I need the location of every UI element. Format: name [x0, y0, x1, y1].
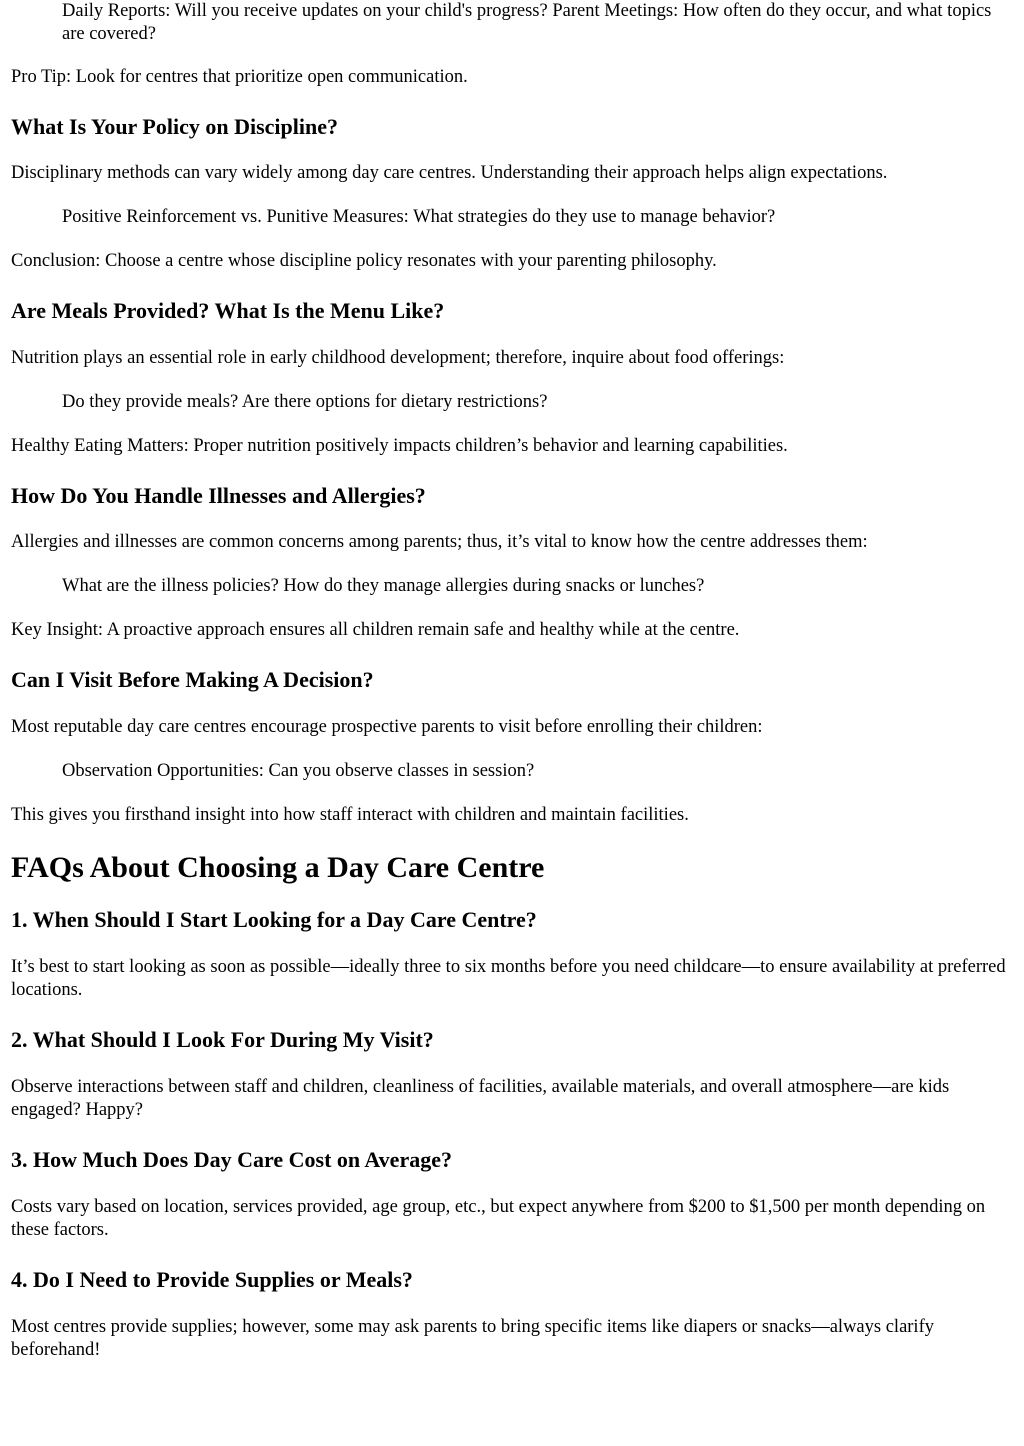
list-item-illness: What are the illness policies? How do they manage allergies during snacks or lunches?: [62, 576, 705, 596]
illness-body: Allergies and illnesses are common concerns among parents; thus, it’s vital to know how the centre addresses them:: [11, 532, 868, 552]
pro-tip: Pro Tip: Look for centres that prioritize open communication.: [11, 67, 468, 87]
heading-meals: Are Meals Provided? What Is the Menu Like?: [11, 298, 445, 323]
faq-question: 1. When Should I Start Looking for a Day Care Centre?: [11, 907, 537, 932]
visit-note: This gives you firsthand insight into how staff interact with children and maintain facilities.: [11, 805, 689, 825]
faq-answer: Most centres provide supplies; however, some may ask parents to bring specific items like diapers or snacks—always clarify beforehand!: [11, 1317, 934, 1360]
heading-illness: How Do You Handle Illnesses and Allergies?: [11, 483, 426, 508]
discipline-conclusion: Conclusion: Choose a centre whose discipline policy resonates with your parenting philosophy.: [11, 251, 717, 271]
faq-question: 2. What Should I Look For During My Visit?: [11, 1027, 434, 1052]
meals-body: Nutrition plays an essential role in early childhood development; therefore, inquire about food offerings:: [11, 348, 785, 368]
discipline-body: Disciplinary methods can vary widely among day care centres. Understanding their approach helps align expectations.: [11, 163, 888, 183]
meals-note: Healthy Eating Matters: Proper nutrition positively impacts children’s behavior and learning capabilities.: [11, 436, 788, 456]
heading-visit: Can I Visit Before Making A Decision?: [11, 667, 374, 692]
list-item-meals: Do they provide meals? Are there options for dietary restrictions?: [62, 392, 548, 412]
list-item-visit: Observation Opportunities: Can you observe classes in session?: [62, 761, 535, 781]
faq-question: 4. Do I Need to Provide Supplies or Meals?: [11, 1267, 413, 1292]
faq-question: 3. How Much Does Day Care Cost on Average?: [11, 1147, 452, 1172]
list-item-daily-reports: Daily Reports: Will you receive updates on your child's progress? Parent Meetings: How often do they occur, and what topics are covered?: [62, 1, 992, 44]
visit-body: Most reputable day care centres encourage prospective parents to visit before enrolling their children:: [11, 717, 763, 737]
faq-answer: Observe interactions between staff and children, cleanliness of facilities, available materials, and overall atmosphere—are kids engaged? Happy?: [11, 1077, 950, 1120]
article-content: [11, 0, 1006, 1362]
list-item-discipline: Positive Reinforcement vs. Punitive Measures: What strategies do they use to manage behavior?: [62, 207, 776, 227]
faq-answer: Costs vary based on location, services provided, age group, etc., but expect anywhere from $200 to $1,500 per month depending on these factors.: [11, 1197, 986, 1240]
illness-note: Key Insight: A proactive approach ensures all children remain safe and healthy while at the centre.: [11, 620, 740, 640]
faqs-title: FAQs About Choosing a Day Care Centre: [11, 851, 545, 884]
faq-answer: It’s best to start looking as soon as possible—ideally three to six months before you need childcare—to ensure availability at preferred locations.: [11, 957, 1006, 1000]
heading-discipline: What Is Your Policy on Discipline?: [11, 114, 338, 139]
